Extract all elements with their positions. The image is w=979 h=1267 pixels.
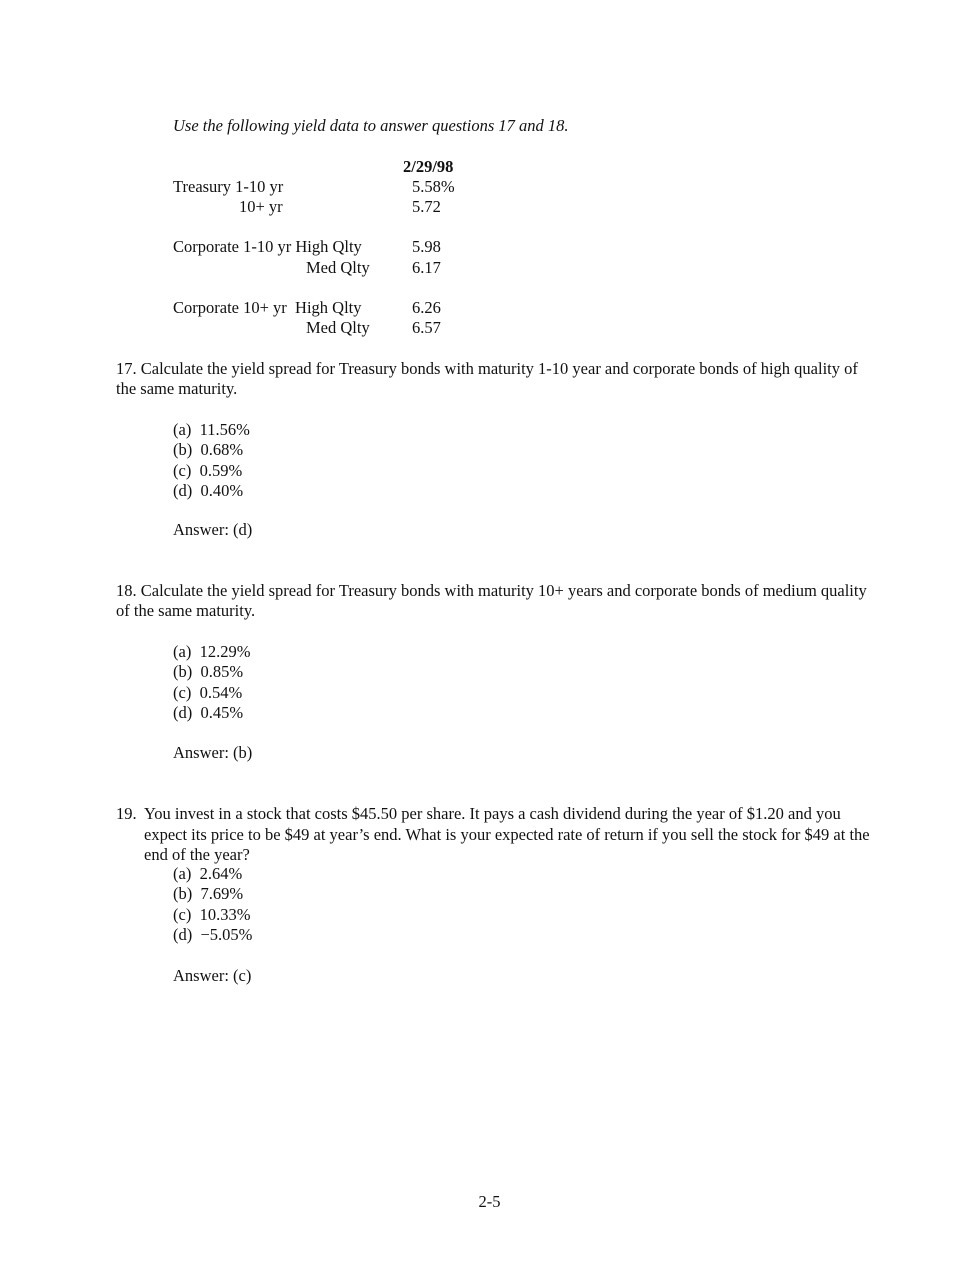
yield-row-label: 10+ yr — [239, 197, 283, 216]
yield-row-value: 6.57 — [412, 318, 441, 337]
question-19-number: 19. — [116, 804, 137, 823]
yield-table-date-header: 2/29/98 — [403, 157, 454, 176]
question-18-text: 18. Calculate the yield spread for Treasury bonds with maturity 10+ years and corporate bonds of medium quality of the same maturity. — [116, 581, 867, 620]
option-a: (a) 12.29% — [173, 642, 251, 661]
page-number: 2-5 — [478, 1192, 501, 1211]
question-19-answer: Answer: (c) — [173, 966, 252, 985]
yield-row-value: 5.58% — [412, 177, 455, 196]
question-17-options — [173, 420, 250, 501]
question-17-answer: Answer: (d) — [173, 520, 253, 539]
option-d: (d) 0.45% — [173, 702, 244, 722]
yield-row-label: Med Qlty — [306, 318, 370, 337]
yield-row-label: Corporate 1-10 yr High Qlty — [173, 237, 362, 256]
option-a: (a) 2.64% — [173, 864, 243, 883]
option-b: (b) 0.85% — [173, 662, 244, 682]
question-19 — [116, 804, 876, 866]
question-18-options — [173, 642, 250, 723]
option-b: (b) 0.68% — [173, 440, 244, 460]
yield-row-value: 6.26 — [412, 298, 441, 317]
question-18-answer: Answer: (b) — [173, 743, 253, 762]
option-d: (d) −5.05% — [173, 924, 253, 944]
yield-row-value: 5.72 — [412, 197, 441, 216]
option-d: (d) 0.40% — [173, 480, 244, 500]
question-19-options — [173, 864, 252, 945]
question-19-text: You invest in a stock that costs $45.50 per share. It pays a cash dividend during the year of $1.20 and you expect its price to be $49 at year’s end. What is your expected rate of return if you sell the stock for $49 at the end of the year? — [144, 804, 870, 864]
yield-row-value: 5.98 — [412, 237, 441, 256]
yield-row-label: Corporate 10+ yr High Qlty — [173, 298, 362, 317]
yield-row-label: Treasury 1-10 yr — [173, 177, 284, 196]
question-17-text: 17. Calculate the yield spread for Treasury bonds with maturity 1-10 year and corporate bonds of high quality of the same maturity. — [116, 359, 858, 398]
instructions-text: Use the following yield data to answer questions 17 and 18. — [173, 116, 569, 135]
yield-row-value: 6.17 — [412, 258, 441, 277]
option-a: (a) 11.56% — [173, 420, 250, 439]
option-c: (c) 0.54% — [173, 682, 243, 702]
yield-row-label: Med Qlty — [306, 258, 370, 277]
option-b: (b) 7.69% — [173, 884, 244, 904]
option-c: (c) 10.33% — [173, 904, 251, 924]
option-c: (c) 0.59% — [173, 460, 243, 480]
